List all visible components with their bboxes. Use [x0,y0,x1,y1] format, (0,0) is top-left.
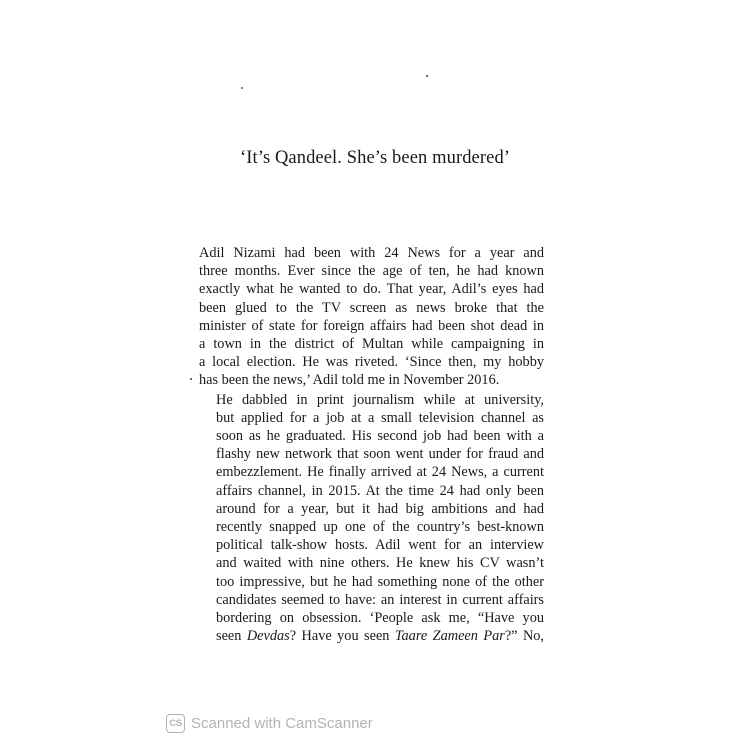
scan-speck [426,75,428,77]
text-line: but applied for a job at a small television channel as [216,409,544,426]
text-line: around for a year, but it had big ambitions and had [216,500,544,517]
text-line: been glued to the TV screen as news broke that the [199,299,544,316]
film-title-taare-zameen-par: Taare Zameen Par [394,628,505,645]
text-line: He dabbled in print journalism while at university, [216,391,544,408]
text-line: Adil Nizami had been with 24 News for a year and [199,245,544,261]
camscanner-logo-icon: CS [166,714,185,733]
text-line: candidates seemed to have: an interest in current affairs [216,591,544,608]
watermark-text: Scanned with CamScanner [191,715,373,732]
paragraph-2 [199,391,544,646]
text-fragment: ? Have you seen [289,628,395,645]
text-fragment: seen [216,628,247,645]
text-line: and waited with nine others. He knew his CV wasn’t [216,555,544,572]
body-text [199,244,544,645]
text-line: political talk-show hosts. Adil went for an interview [216,537,544,554]
text-line: bordering on obsession. ‘People ask me, “Have you [216,610,544,627]
text-line: too impressive, but he had something none of the other [216,573,544,590]
text-line-last [199,627,544,645]
text-line: embezzlement. He finally arrived at 24 News, a current [216,464,544,481]
text-fragment: ?” No, [504,628,544,645]
text-line: recently snapped up one of the country’s best-known [216,519,544,536]
text-line: minister of state for foreign affairs had been shot dead in [199,317,544,334]
text-line: soon as he graduated. His second job had been with a [216,428,544,445]
camscanner-watermark [166,714,373,733]
chapter-title: ‘It’s Qandeel. She’s been murdered’ [239,148,511,168]
text-line: three months. Ever since the age of ten, he had known [199,263,544,280]
text-line: a local election. He was riveted. ‘Since then, my hobby [199,354,544,371]
text-line: flashy new network that soon went under for fraud and [216,446,544,463]
scan-speck [241,87,243,89]
scan-speck [190,378,192,380]
text-line: exactly what he wanted to do. That year, Adil’s eyes had [199,281,544,298]
film-title-devdas: Devdas [246,628,290,645]
text-line: has been the news,’ Adil told me in November 2016. [199,372,500,389]
text-line: affairs channel, in 2015. At the time 24 had only been [216,482,544,499]
paragraph-1 [199,244,544,390]
text-line: a town in the district of Multan while campaigning in [199,336,544,353]
